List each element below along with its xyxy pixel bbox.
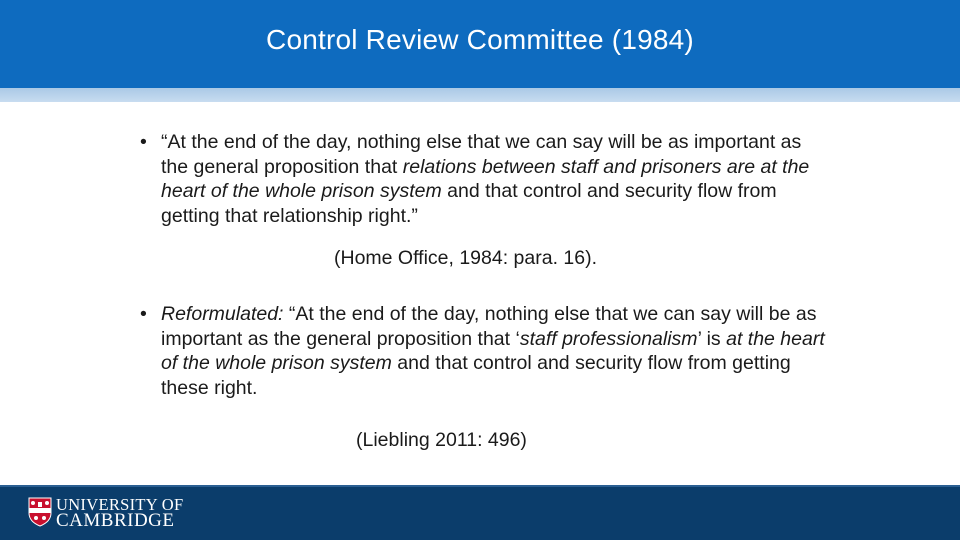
logo-line-university-of: UNIVERSITY OF <box>56 495 184 514</box>
quote-text: and that control and security flow from getting these right. <box>161 352 791 399</box>
label-reformulated: Reformulated: <box>161 303 284 325</box>
quote-text: ’ is <box>697 327 727 350</box>
bullet-2 <box>140 302 830 400</box>
bullet-1 <box>140 130 830 228</box>
bullet-marker: • <box>140 303 147 325</box>
quote-emphasis: staff professionalism <box>519 327 698 350</box>
quote-text: “At the end of the day, nothing else that we can say will be as important as the general proposition that <box>161 131 802 178</box>
logo-line-cambridge: CAMBRIDGE <box>56 510 175 531</box>
quote-emphasis: at the heart of the whole prison system <box>161 327 825 374</box>
citation-2: (Liebling 2011: 496) <box>356 429 527 451</box>
bullet-1-text <box>161 130 830 228</box>
bullet-2-text <box>161 302 830 400</box>
quote-emphasis: relations between staff and prisoners are at the heart of the whole prison system <box>161 155 810 202</box>
quote-text: “At the end of the day, nothing else that we can say will be as important as the general proposition that ‘ <box>161 303 817 350</box>
bullet-marker: • <box>140 131 147 153</box>
university-crest-icon <box>28 497 52 527</box>
slide-title: Control Review Committee (1984) <box>266 24 694 55</box>
header-stripe <box>0 88 960 102</box>
quote-text: and that control and security flow from getting that relationship right.” <box>161 180 777 227</box>
citation-1: (Home Office, 1984: para. 16). <box>334 247 598 269</box>
